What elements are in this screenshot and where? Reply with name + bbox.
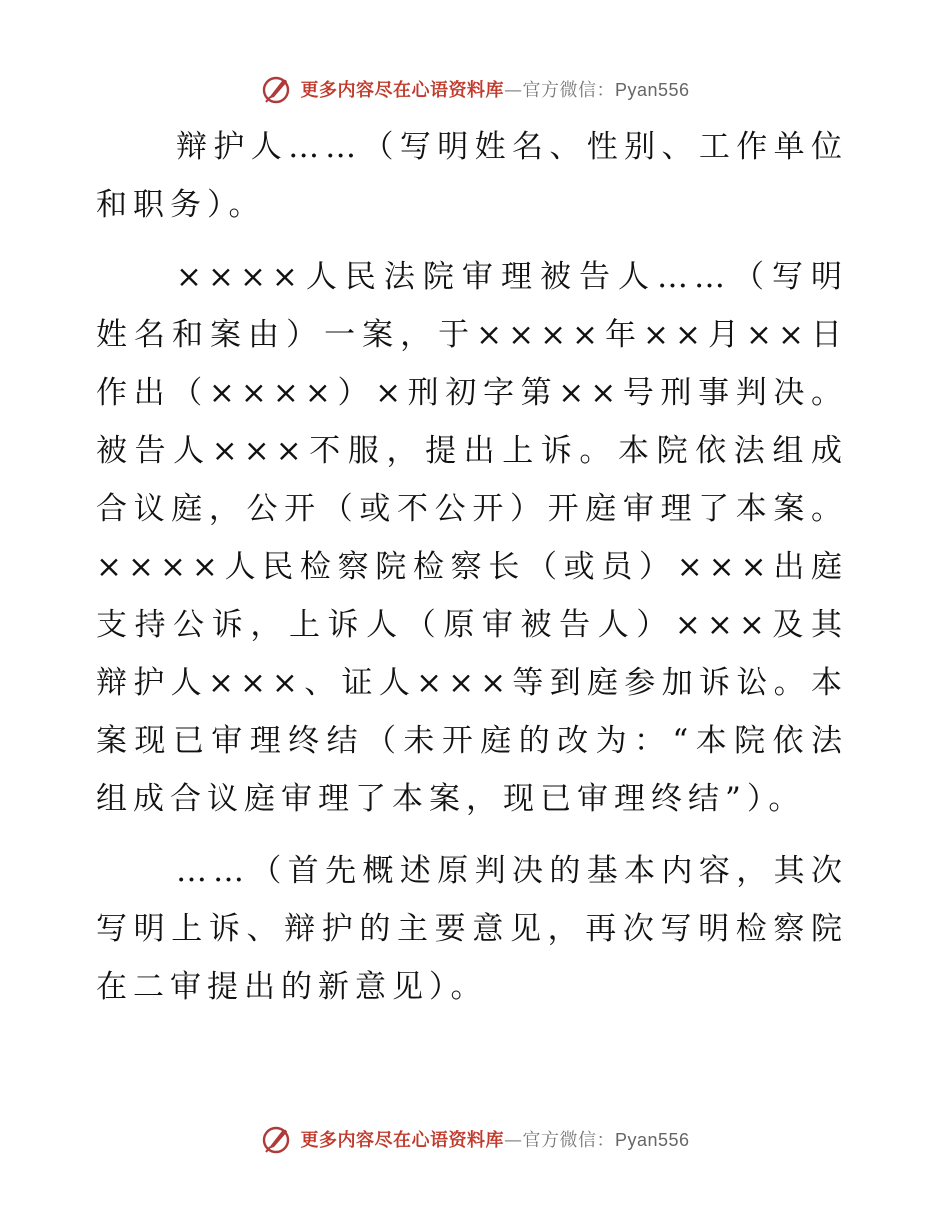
watermark-text bbox=[300, 76, 689, 102]
watermark-separator: — bbox=[503, 1130, 523, 1151]
watermark-separator: — bbox=[503, 80, 523, 101]
watermark-wechat-label: 官方微信： bbox=[522, 1130, 615, 1151]
paragraph-defender: 辩护人……（写明姓名、性别、工作单位和职务）。 bbox=[96, 129, 848, 223]
paragraph-appeal-opinions: ……（首先概述原判决的基本内容，其次写明上诉、辩护的主要意见，再次写明检察院在二审提出的新意见）。 bbox=[96, 853, 848, 1005]
watermark-main: 更多内容尽在心语资料库 bbox=[300, 80, 504, 101]
watermark-footer bbox=[0, 1122, 950, 1156]
watermark-header bbox=[0, 72, 950, 106]
paragraph-case-summary: ××××人民法院审理被告人……（写明姓名和案由）一案，于××××年××月××日作出（××××）×刑初字第××号刑事判决。被告人×××不服，提出上诉。本院依法组成合议庭，公开（或不公开）开庭审理了本案。××××人民检察院检察长（或员）×××出庭支持公诉，上诉人（原审被告人）×××及其辩护人×××、证人×××等到庭参加诉讼。本案现已审理终结（未开庭的改为：“本院依法组成合议庭审理了本案，现已审理终结”）。 bbox=[96, 259, 848, 817]
watermark-wechat-label: 官方微信： bbox=[522, 80, 615, 101]
watermark-text bbox=[300, 1126, 689, 1152]
watermark-wechat-id: Pyan556 bbox=[614, 1130, 690, 1150]
quill-logo-icon bbox=[260, 1123, 292, 1155]
watermark-wechat-id: Pyan556 bbox=[614, 80, 690, 100]
quill-logo-icon bbox=[260, 73, 292, 105]
watermark-main: 更多内容尽在心语资料库 bbox=[300, 1130, 504, 1151]
document-body bbox=[96, 118, 848, 1030]
